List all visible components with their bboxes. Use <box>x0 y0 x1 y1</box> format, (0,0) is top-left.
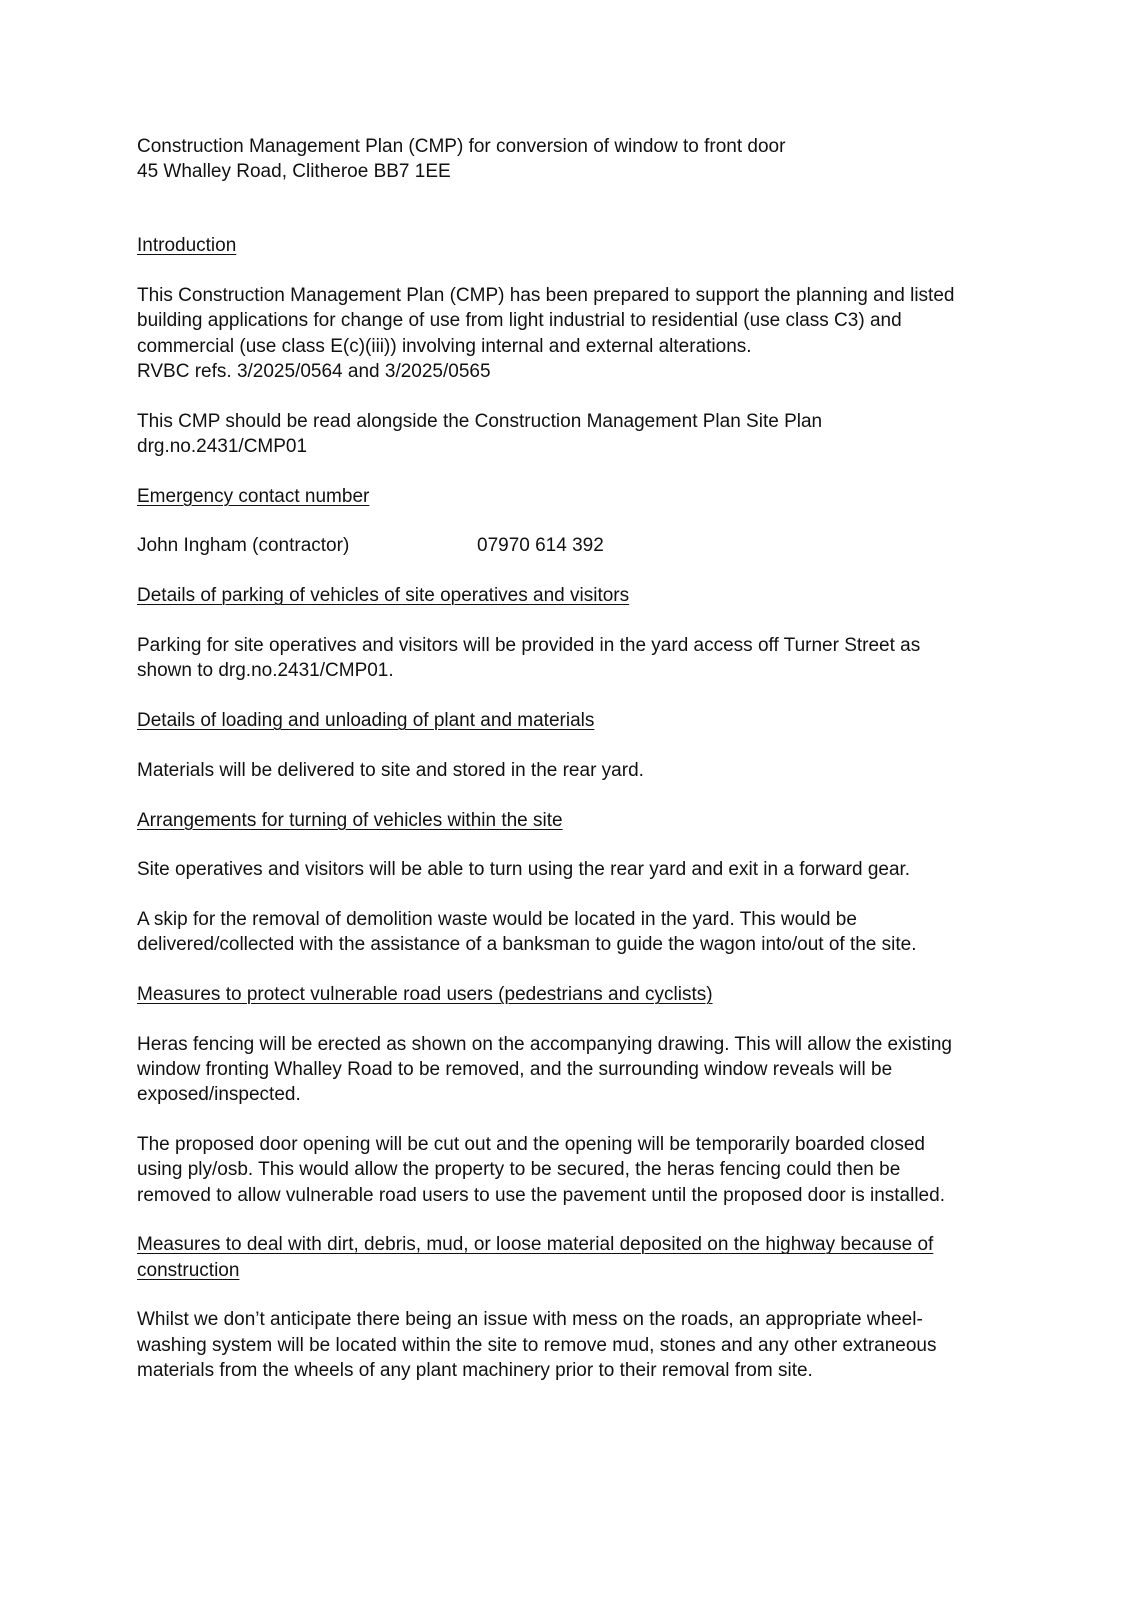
paragraph-line: building applications for change of use from light industrial to residential (use class C3) and <box>137 310 902 332</box>
heading-introduction: Introduction <box>137 235 237 257</box>
paragraph-line: Heras fencing will be erected as shown on the accompanying drawing. This will allow the existing <box>137 1033 952 1055</box>
paragraph-line: materials from the wheels of any plant machinery prior to their removal from site. <box>137 1359 813 1381</box>
paragraph-line: Whilst we don’t anticipate there being an issue with mess on the roads, an appropriate wheel- <box>137 1309 923 1331</box>
paragraph-line: Parking for site operatives and visitors will be provided in the yard access off Turner Street as <box>137 635 921 656</box>
paragraph-line: Materials will be delivered to site and stored in the rear yard. <box>137 759 644 781</box>
paragraph-line: using ply/osb. This would allow the property to be secured, the heras fencing could then be <box>137 1159 901 1181</box>
heading-vulnerable-road-users: Measures to protect vulnerable road users (pedestrians and cyclists) <box>137 984 713 1006</box>
heading-turning: Arrangements for turning of vehicles within the site <box>137 809 563 831</box>
paragraph-line: This Construction Management Plan (CMP) has been prepared to support the planning and listed <box>137 285 955 307</box>
heading-dirt-debris: Measures to deal with dirt, debris, mud, or loose material deposited on the highway because of <box>137 1234 934 1256</box>
heading-dirt-debris-cont: construction <box>137 1259 240 1281</box>
document-page <box>137 134 1007 1383</box>
paragraph-line: Site operatives and visitors will be able to turn using the rear yard and exit in a forward gear. <box>137 859 911 881</box>
heading-emergency-contact: Emergency contact number <box>137 485 370 507</box>
paragraph-line: shown to drg.no.2431/CMP01. <box>137 660 394 682</box>
paragraph-line: delivered/collected with the assistance of a banksman to guide the wagon into/out of the site. <box>137 934 917 956</box>
emergency-contact-row <box>137 533 1007 558</box>
paragraph-line: This CMP should be read alongside the Construction Management Plan Site Plan <box>137 410 823 432</box>
contact-phone: 07970 614 392 <box>477 535 604 557</box>
paragraph-line: drg.no.2431/CMP01 <box>137 435 308 457</box>
heading-parking: Details of parking of vehicles of site operatives and visitors <box>137 585 630 607</box>
contact-name: John Ingham (contractor) <box>137 535 350 557</box>
paragraph-line: window fronting Whalley Road to be removed, and the surrounding window reveals will be <box>137 1059 893 1081</box>
paragraph-line: RVBC refs. 3/2025/0564 and 3/2025/0565 <box>137 360 491 382</box>
paragraph-line: removed to allow vulnerable road users to use the pavement until the proposed door is installed. <box>137 1184 945 1206</box>
heading-loading: Details of loading and unloading of plant and materials <box>137 710 595 731</box>
paragraph-line: The proposed door opening will be cut out and the opening will be temporarily boarded closed <box>137 1134 925 1156</box>
document-title: Construction Management Plan (CMP) for conversion of window to front door <box>137 136 786 157</box>
paragraph-line: commercial (use class E(c)(iii)) involving internal and external alterations. <box>137 335 752 357</box>
paragraph-line: A skip for the removal of demolition waste would be located in the yard. This would be <box>137 909 857 931</box>
document-address: 45 Whalley Road, Clitheroe BB7 1EE <box>137 161 451 183</box>
paragraph-line: exposed/inspected. <box>137 1084 301 1106</box>
paragraph-line: washing system will be located within the site to remove mud, stones and any other extraneous <box>137 1334 937 1356</box>
